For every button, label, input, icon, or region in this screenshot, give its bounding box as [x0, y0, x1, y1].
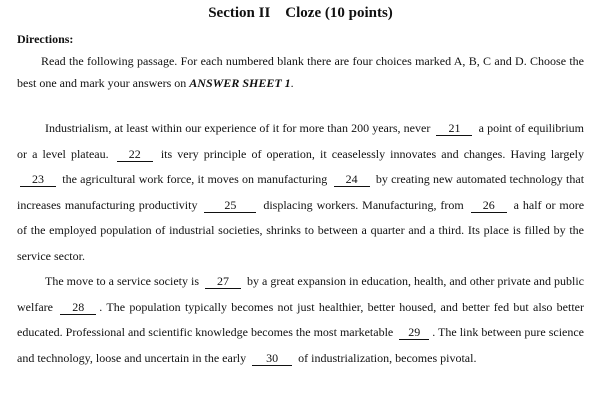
directions-text-2: . [290, 75, 294, 90]
p1-text-5: displacing workers. Manufacturing, from [263, 197, 464, 212]
blank-29[interactable]: 29 [399, 325, 429, 340]
directions-heading: Directions: [17, 32, 74, 46]
blank-23[interactable]: 23 [20, 172, 56, 187]
blank-22[interactable]: 22 [117, 147, 153, 162]
blank-26[interactable]: 26 [471, 198, 507, 213]
p2-text-0: The move to a service society is [45, 274, 199, 288]
passage-paragraph-2 [17, 269, 584, 371]
directions-text [17, 51, 584, 94]
p1-text-1: a point of equilibrium or a level plateau. [17, 121, 585, 161]
section-title: Section II Cloze (10 points) [208, 5, 393, 21]
blank-28[interactable]: 28 [60, 300, 96, 315]
p1-text-4: by creating new automated technology that increases manufacturing productivity [17, 172, 585, 212]
blank-25[interactable]: 25 [204, 198, 256, 213]
blank-27[interactable]: 27 [205, 274, 241, 289]
p1-text-2: its very principle of operation, it ceaselessly innovates and changes. Having largely [160, 146, 584, 161]
directions-text-1: Read the following passage. For each numbered blank there are four choices marked A, B, C and D. Choose the best one and mark your answers on [17, 54, 584, 90]
p2-text-3: . The link between pure science and technology, loose and uncertain in the early [17, 325, 585, 365]
p1-text-3: the agricultural work force, it moves on manufacturing [62, 172, 328, 186]
p2-text-4: of industrialization, becomes pivotal. [298, 350, 477, 365]
p2-text-1: by a great expansion in education, health, and other private and public welfare [17, 274, 585, 314]
blank-21[interactable]: 21 [436, 121, 472, 136]
passage-paragraph-1 [17, 116, 584, 269]
p1-text-6: a half or more of the employed population of industrial societies, shrinks to between a quarter and a third. Its place is filled by the service sector. [17, 197, 585, 263]
p2-text-2: . The population typically becomes not just healthier, better housed, and better fed but also better educated. Professional and scientific knowledge becomes the most marketable [17, 299, 585, 339]
blank-30[interactable]: 30 [252, 351, 292, 366]
answer-sheet-label: ANSWER SHEET 1 [189, 75, 291, 90]
p1-text-0: Industrialism, at least within our experience of it for more than 200 years, never [45, 121, 431, 135]
blank-24[interactable]: 24 [334, 172, 370, 187]
